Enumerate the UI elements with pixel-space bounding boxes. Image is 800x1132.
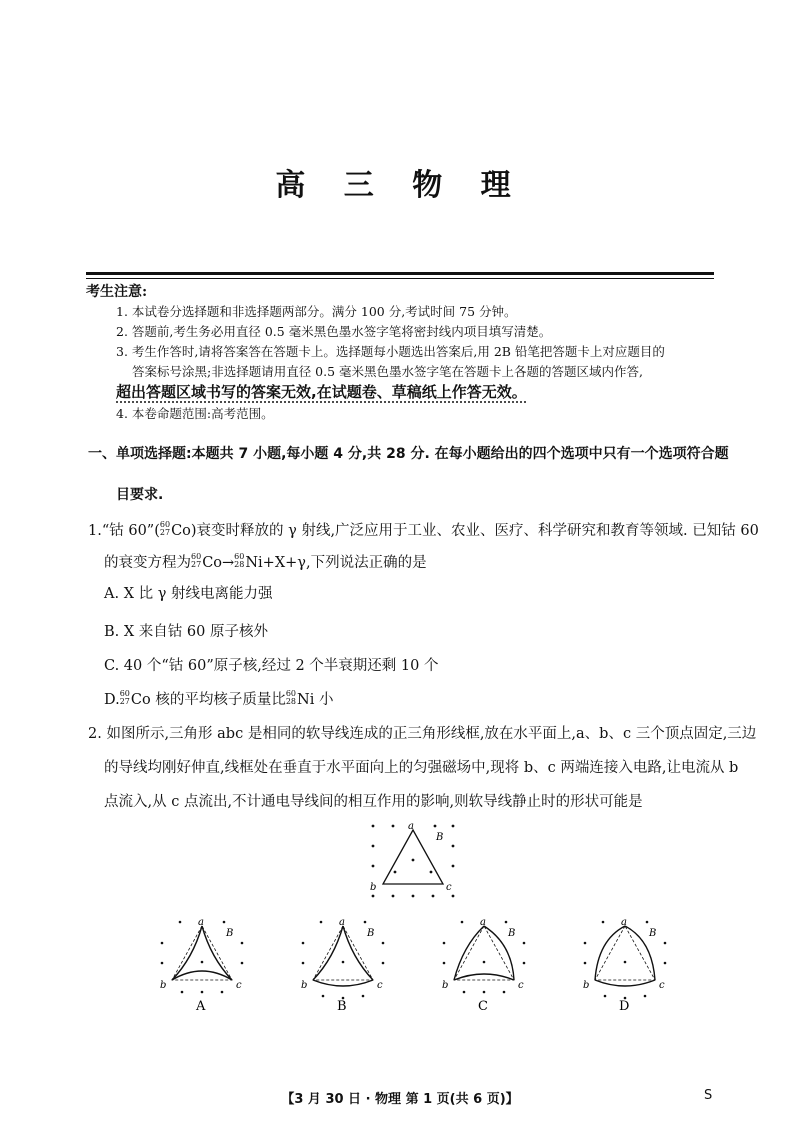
- q1-option-a: A. X 比 γ 射线电离能力强: [104, 586, 273, 602]
- q2-stem-line3: 点流入,从 c 点流出,不计通电导线间的相互作用的影响,则软导线静止时的形状可能是: [104, 794, 643, 810]
- q2-stem-line2: 的导线均刚好伸直,线框处在垂直于水平面向上的匀强磁场中,现将 b、c 两端连接入电路,让电流从 b: [104, 760, 739, 776]
- option-b-vertex-a: a: [339, 917, 345, 928]
- corner-mark: S: [704, 1088, 713, 1103]
- option-b-vertex-b: b: [301, 980, 308, 991]
- option-c-field: B: [508, 928, 516, 939]
- option-a-field: B: [226, 928, 234, 939]
- notice-item-3: 3. 考生作答时,请将答案答在答题卡上。选择题每小题选出答案后,用 2B 铅笔把答题卡上对应题目的: [116, 344, 665, 359]
- q1-option-b: B. X 来自钴 60 原子核外: [104, 624, 268, 640]
- option-a-figure: [160, 917, 243, 1014]
- option-a-label: A: [196, 999, 206, 1014]
- option-b-label: B: [337, 999, 347, 1014]
- option-a-vertex-b: b: [160, 980, 167, 991]
- option-d-vertex-c: c: [659, 980, 665, 991]
- option-c-vertex-c: c: [518, 980, 524, 991]
- vertex-c-label: c: [446, 882, 452, 893]
- q1-option-c: C. 40 个“钴 60”原子核,经过 2 个半衰期还剩 10 个: [104, 658, 439, 674]
- q1-stem-line2: 的衰变方程为 60 27 Co→ 60 28 Ni+X+γ,下列说法正确的是: [104, 552, 427, 571]
- option-d-label: D: [619, 999, 630, 1014]
- option-d-vertex-a: a: [621, 917, 627, 928]
- notice-bold-warning: 超出答题区域书写的答案无效,在试题卷、草稿纸上作答无效。: [116, 383, 527, 401]
- option-c-label: C: [478, 999, 488, 1014]
- option-a-vertex-a: a: [198, 917, 204, 928]
- notice-heading: 考生注意:: [86, 284, 148, 300]
- option-c-vertex-b: b: [442, 980, 449, 991]
- option-b-figure: [301, 917, 384, 1014]
- vertex-a-label: a: [408, 821, 414, 832]
- field-b-label: B: [436, 832, 444, 843]
- notice-item-4: 4. 本卷命题范围:高考范围。: [116, 406, 274, 421]
- option-b-vertex-c: c: [377, 980, 383, 991]
- notice-item-2: 2. 答题前,考生务必用直径 0.5 毫米黑色墨水签字笔将密封线内项目填写清楚。: [116, 324, 552, 339]
- option-d-figure: [583, 917, 666, 1014]
- q2-stem-line1: 2. 如图所示,三角形 abc 是相同的软导线连成的正三角形线框,放在水平面上,a、b、c 三个顶点固定,三边: [88, 726, 757, 742]
- option-b-field: B: [367, 928, 375, 939]
- notice-item-3-cont: 答案标号涂黑;非选择题请用直径 0.5 毫米黑色墨水签字笔在答题卡上各题的答题区域内作答,: [132, 364, 644, 379]
- option-d-field: B: [649, 928, 657, 939]
- option-a-vertex-c: c: [236, 980, 242, 991]
- option-c-vertex-a: a: [480, 917, 486, 928]
- q1-stem-line1: 1.“钴 60”( 60 27 Co)衰变时释放的 γ 射线,广泛应用于工业、农业、医疗、科学研究和教育等领域. 已知钴 60: [88, 520, 759, 539]
- section-heading-cont: 目要求.: [116, 487, 164, 503]
- page-title: 高 三 物 理: [275, 168, 525, 203]
- notice-item-1: 1. 本试卷分选择题和非选择题两部分。满分 100 分,考试时间 75 分钟。: [116, 304, 517, 319]
- section-heading: 一、单项选择题:本题共 7 小题,每小题 4 分,共 28 分. 在每小题给出的四个选项中只有一个选项符合题: [88, 446, 729, 462]
- vertex-b-label: b: [370, 882, 377, 893]
- page-footer: 【3 月 30 日 · 物理 第 1 页(共 6 页)】: [281, 1092, 519, 1107]
- option-d-vertex-b: b: [583, 980, 590, 991]
- option-c-figure: [442, 917, 525, 1014]
- q1-option-d: D. 60 27 Co 核的平均核子质量比 60 28 Ni 小: [104, 689, 334, 708]
